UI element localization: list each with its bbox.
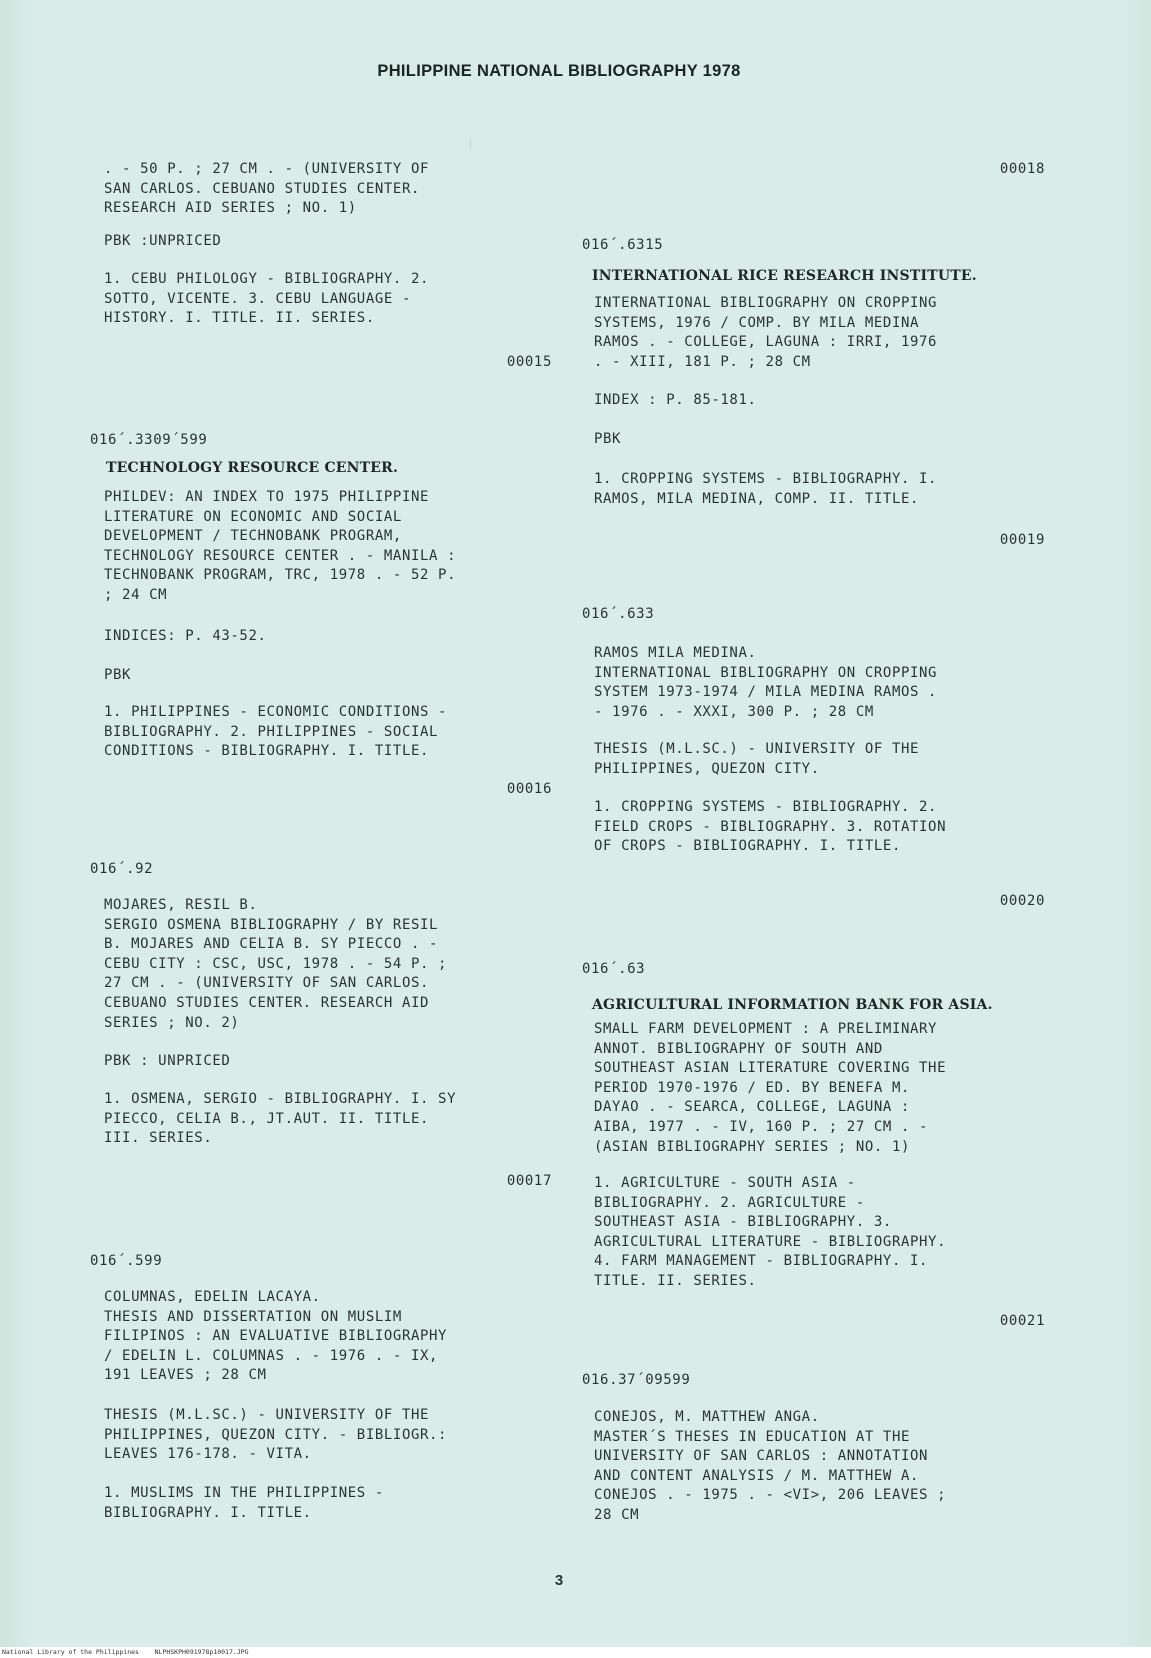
accession-number-00018: 00018 [999, 161, 1045, 177]
entry-22-description: CONEJOS, M. MATTHEW ANGA. MASTER´S THESES IN EDUCATION AT THE UNIVERSITY OF SAN CARLOS : ANNOTATION AND CONTENT ANALYSIS / M. MATTHEW A. CONEJOS . - 1975 . - <VI>, 206 LEAVES ; 28 CM [594, 1409, 947, 1523]
entry-18-class-number: 016´.599 [90, 1253, 163, 1269]
entry-15-subjects: 1. CEBU PHILOLOGY - BIBLIOGRAPHY. 2. SOTTO, VICENTE. 3. CEBU LANGUAGE - HISTORY. I. TITLE. II. SERIES. [104, 271, 430, 327]
accession-number-00015: 00015 [506, 354, 552, 370]
entry-18-note: THESIS (M.L.SC.) - UNIVERSITY OF THE PHILIPPINES, QUEZON CITY. - BIBLIOGR.: LEAVES 176-178. - VITA. [104, 1407, 448, 1463]
entry-18-description: COLUMNAS, EDELIN LACAYA. THESIS AND DISSERTATION ON MUSLIM FILIPINOS : AN EVALUATIVE BIBLIOGRAPHY / EDELIN L. COLUMNAS . - 1976 . - IX, 191 LEAVES ; 28 CM [104, 1289, 448, 1384]
entry-21-heading: AGRICULTURAL INFORMATION BANK FOR ASIA. [592, 997, 993, 1013]
entry-19-description: INTERNATIONAL BIBLIOGRAPHY ON CROPPING SYSTEMS, 1976 / COMP. BY MILA MEDINA RAMOS . - COLLEGE, LAGUNA : IRRI, 1976 . - XIII, 181 P. ; 28 CM [594, 295, 938, 370]
entry-19-class-number: 016´.6315 [582, 237, 664, 253]
entry-19-heading: INTERNATIONAL RICE RESEARCH INSTITUTE. [592, 268, 977, 284]
entry-15-price: PBK :UNPRICED [104, 233, 222, 249]
entry-17-subjects: 1. OSMENA, SERGIO - BIBLIOGRAPHY. I. SY PIECCO, CELIA B., JT.AUT. II. TITLE. III. SERIES. [104, 1091, 457, 1147]
entry-19-note: INDEX : P. 85-181. [594, 392, 757, 408]
entry-21-subjects: 1. AGRICULTURE - SOUTH ASIA - BIBLIOGRAPHY. 2. AGRICULTURE - SOUTHEAST ASIA - BIBLIOGRAPHY. 3. AGRICULTURAL LITERATURE - BIBLIOGRAPHY. 4. FARM MANAGEMENT - BIBLIOGRAPHY. I. TITLE. II. SERIES. [594, 1175, 947, 1289]
scan-speck [470, 140, 471, 148]
entry-16-class-number: 016´.3309´599 [90, 432, 208, 448]
page-number: 3 [554, 1572, 564, 1589]
page-header: PHILIPPINE NATIONAL BIBLIOGRAPHY 1978 [377, 62, 741, 80]
accession-number-00020: 00020 [999, 893, 1045, 909]
entry-18-subjects: 1. MUSLIMS IN THE PHILIPPINES - BIBLIOGRAPHY. I. TITLE. [104, 1485, 384, 1521]
entry-19-subjects: 1. CROPPING SYSTEMS - BIBLIOGRAPHY. I. RAMOS, MILA MEDINA, COMP. II. TITLE. [594, 471, 938, 507]
entry-17-class-number: 016´.92 [90, 861, 154, 877]
entry-21-class-number: 016´.63 [582, 961, 646, 977]
entry-15-description: . - 50 P. ; 27 CM . - (UNIVERSITY OF SAN CARLOS. CEBUANO STUDIES CENTER. RESEARCH AID SERIES ; NO. 1) [104, 161, 430, 217]
accession-number-00019: 00019 [999, 532, 1045, 548]
entry-16-note: INDICES: P. 43-52. [104, 628, 267, 644]
entry-17-description: MOJARES, RESIL B. SERGIO OSMENA BIBLIOGRAPHY / BY RESIL B. MOJARES AND CELIA B. SY PIECCO . - CEBU CITY : CSC, USC, 1978 . - 54 P. ; 27 CM . - (UNIVERSITY OF SAN CARLOS. CEBUANO STUDIES CENTER. RESEARCH AID SERIES ; NO. 2) [104, 897, 448, 1031]
entry-20-subjects: 1. CROPPING SYSTEMS - BIBLIOGRAPHY. 2. FIELD CROPS - BIBLIOGRAPHY. 3. ROTATION OF CROPS - BIBLIOGRAPHY. I. TITLE. [594, 799, 947, 855]
entry-16-heading: TECHNOLOGY RESOURCE CENTER. [106, 460, 399, 476]
accession-number-00016: 00016 [506, 781, 552, 797]
entry-20-note: THESIS (M.L.SC.) - UNIVERSITY OF THE PHILIPPINES, QUEZON CITY. [594, 741, 920, 777]
entry-16-price: PBK [104, 667, 132, 683]
entry-22-class-number: 016.37´09599 [582, 1372, 691, 1388]
entry-20-class-number: 016´.633 [582, 606, 655, 622]
entry-16-subjects: 1. PHILIPPINES - ECONOMIC CONDITIONS - BIBLIOGRAPHY. 2. PHILIPPINES - SOCIAL CONDITIONS - BIBLIOGRAPHY. I. TITLE. [104, 704, 448, 760]
entry-17-price: PBK : UNPRICED [104, 1053, 231, 1069]
accession-number-00021: 00021 [999, 1313, 1045, 1329]
entry-20-description: RAMOS MILA MEDINA. INTERNATIONAL BIBLIOGRAPHY ON CROPPING SYSTEM 1973-1974 / MILA MEDINA RAMOS . - 1976 . - XXXI, 300 P. ; 28 CM [594, 645, 938, 720]
entry-16-description: PHILDEV: AN INDEX TO 1975 PHILIPPINE LITERATURE ON ECONOMIC AND SOCIAL DEVELOPMENT / TECHNOBANK PROGRAM, TECHNOLOGY RESOURCE CENTER . - MANILA : TECHNOBANK PROGRAM, TRC, 1978 . - 52 P. ; 24 CM [104, 489, 457, 603]
accession-number-00017: 00017 [506, 1173, 552, 1189]
entry-21-description: SMALL FARM DEVELOPMENT : A PRELIMINARY ANNOT. BIBLIOGRAPHY OF SOUTH AND SOUTHEAST ASIAN LITERATURE COVERING THE PERIOD 1970-1976 / ED. BY BENEFA M. DAYAO . - SEARCA, COLLEGE, LAGUNA : AIBA, 1977 . - IV, 160 P. ; 27 CM . - (ASIAN BIBLIOGRAPHY SERIES ; NO. 1) [594, 1021, 947, 1155]
scan-footer: National Library of the Philippines NLPHSKPH091978p10017.JPG [0, 1647, 1151, 1658]
entry-19-price: PBK [594, 431, 622, 447]
